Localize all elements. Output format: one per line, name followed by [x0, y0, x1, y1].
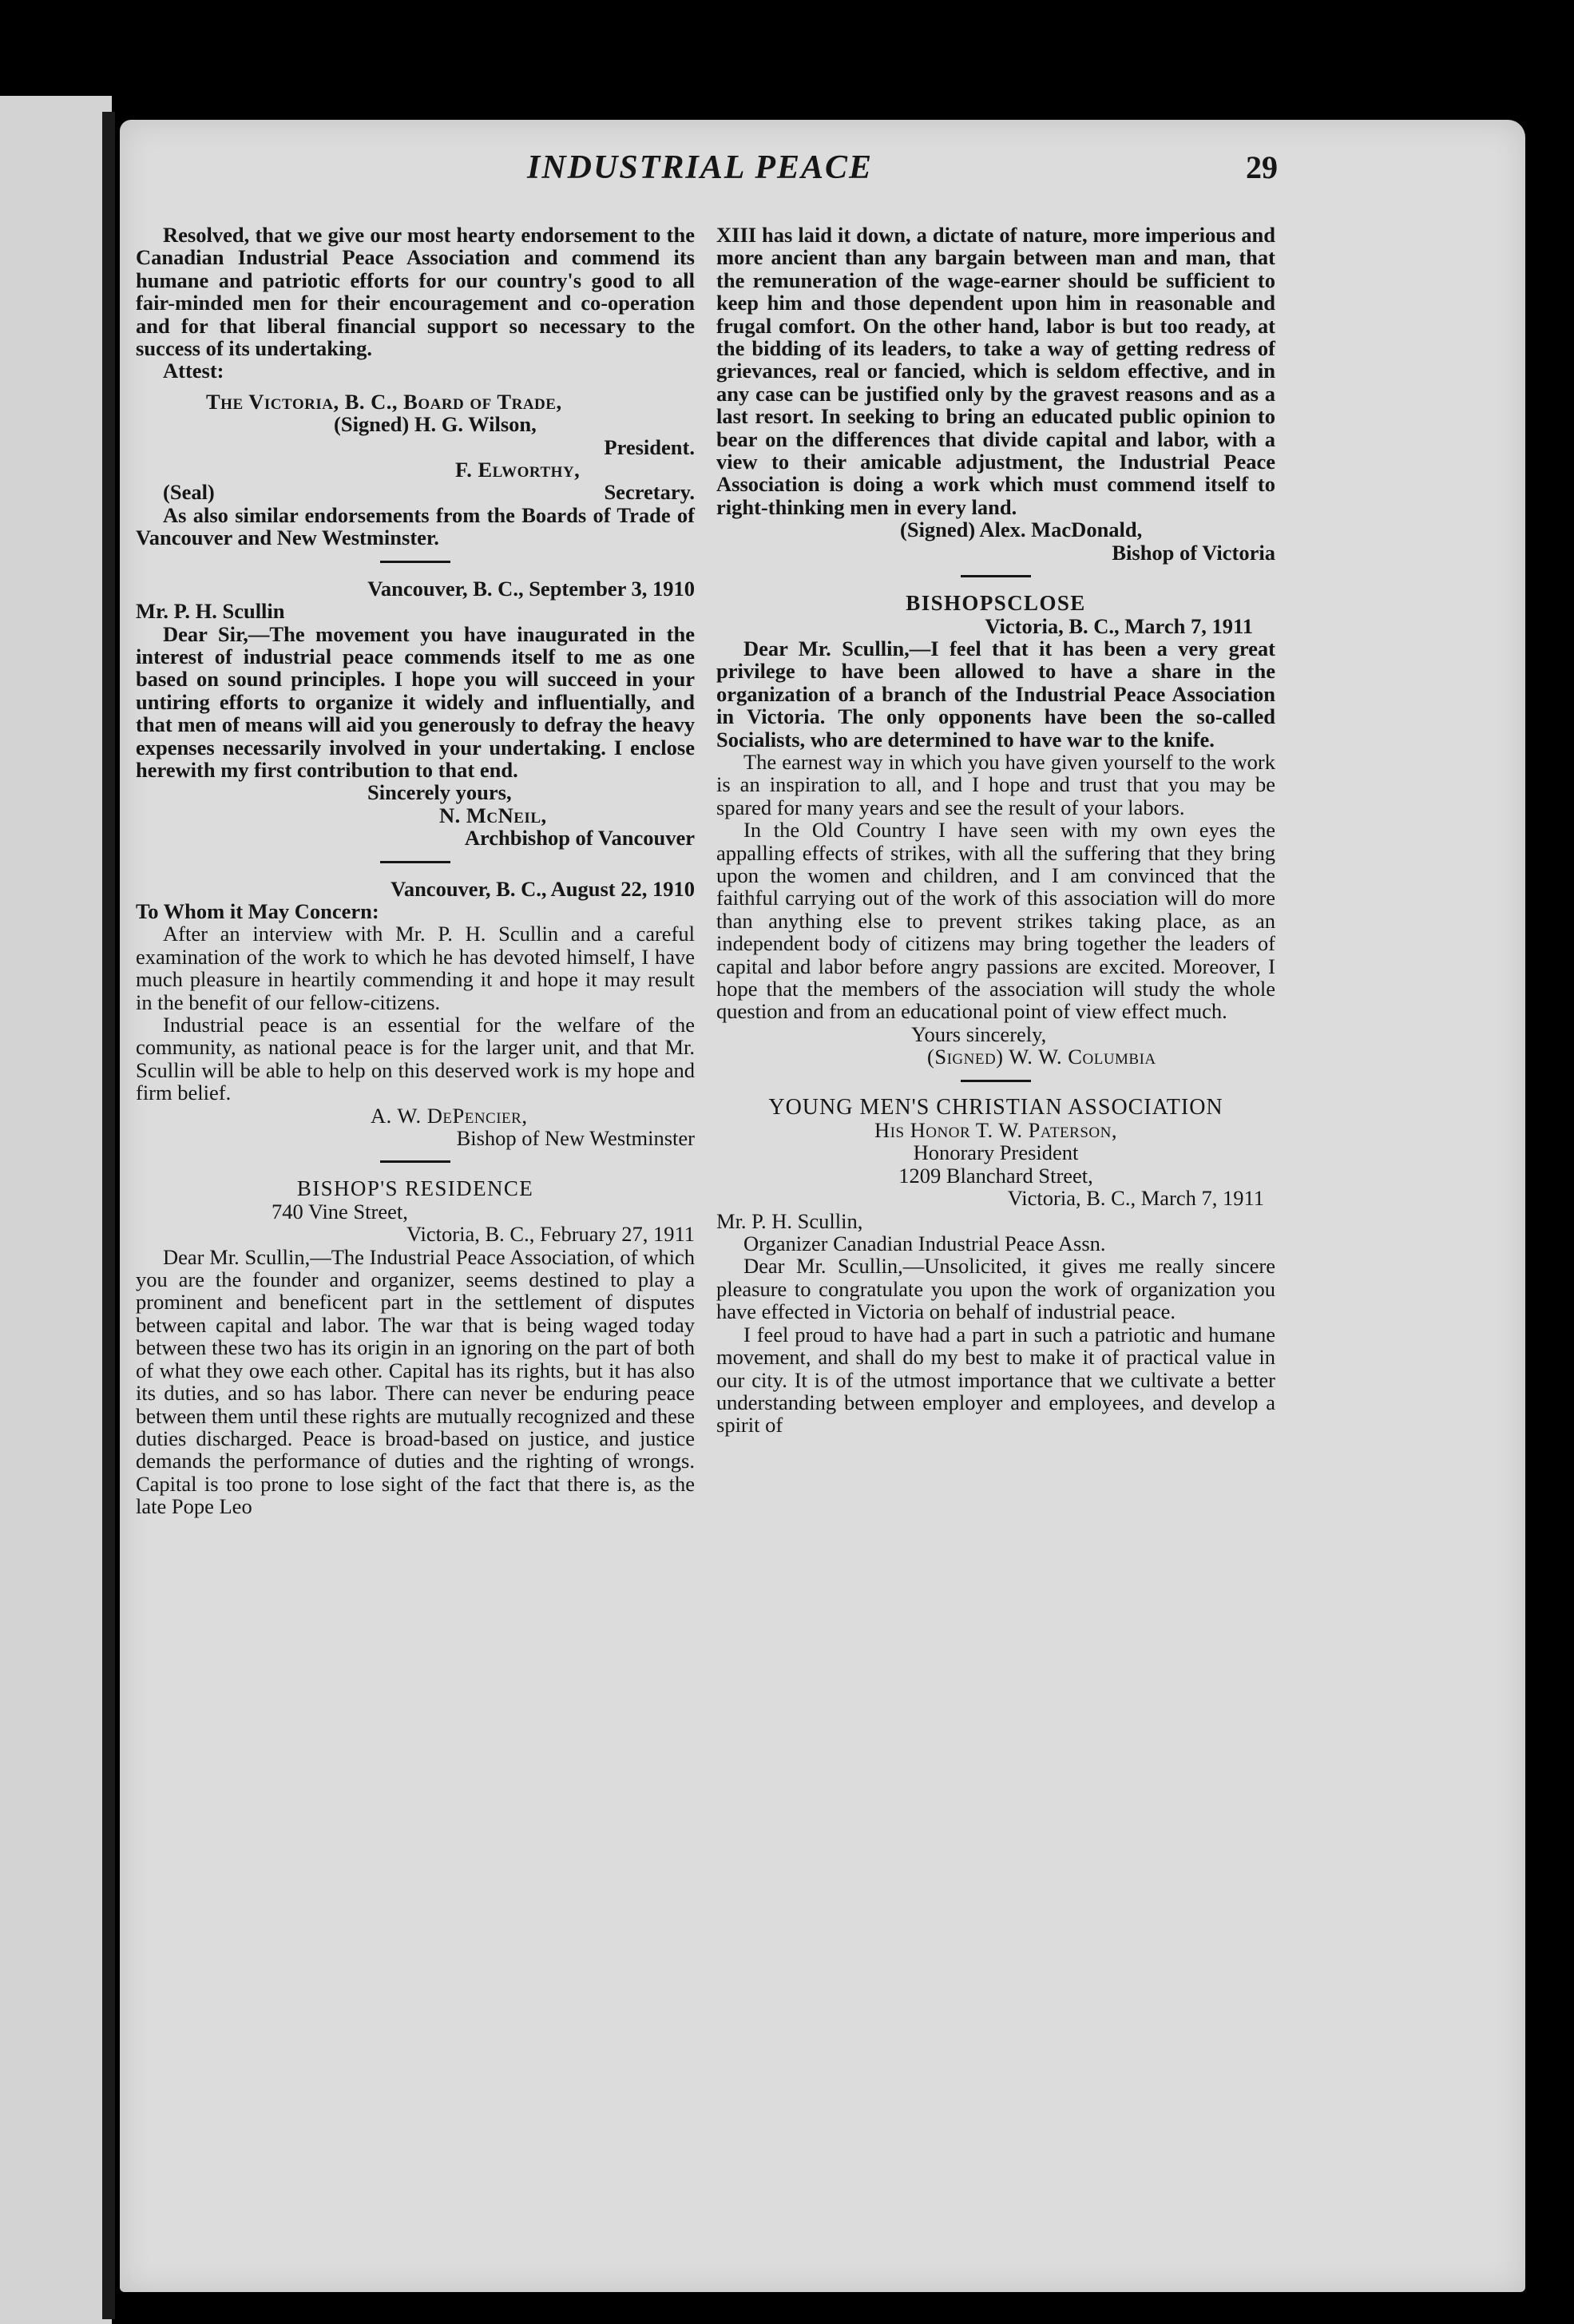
bishops-residence-letter-continued: XIII has laid it down, a dictate of nature, more imperious and more ancient than any bargain between man and man, that the remuneration of the wage-earner should be sufficient to keep him and those dependent upon him in reasonable and frugal comfort. On the other hand, labor is but too ready, at the bidding of its leaders, to take a way of getting redress of grievances, real or fancied, which is seldom effective, and in any case can be justified only by the gravest reasons and as a last resort. In seeking to bring an educated public opinion to bear on the differences that divide capital and labor, with a view to their amicable adjustment, the Industrial Peace Association is doing a work which must commend itself to right-thinking men in every land. [716, 223, 1275, 519]
ymca-date: Victoria, B. C., March 7, 1911 [1007, 1186, 1264, 1211]
seal-secretary-row [136, 481, 695, 503]
ymca-addressee: Mr. P. H. Scullin, [716, 1208, 863, 1233]
section-rule [380, 561, 450, 563]
depencier-signature: A. W. DePencier, [371, 1103, 528, 1128]
ymca-street: 1209 Blanchard Street, [898, 1163, 1093, 1188]
section-rule [961, 1080, 1031, 1082]
similar-endorsements: As also similar endorsements from the Boards of Trade of Vancouver and New Westminster. [136, 502, 695, 550]
bishops-residence-street: 740 Vine Street, [272, 1199, 408, 1223]
bishopsclose-heading: BISHOPSCLOSE [906, 591, 1086, 616]
page-gutter [102, 112, 115, 2319]
mcneil-closing: Sincerely yours, [367, 780, 512, 805]
attest-label: Attest: [163, 359, 224, 383]
bishopsclose-letter-body-2: The earnest way in which you have given yourself to the work is an inspiration to all, and I hope and trust that you may be spared for many years and see the result of your labors. [716, 749, 1275, 819]
ymca-addressee-title: Organizer Canadian Industrial Peace Assn. [743, 1231, 1106, 1256]
previous-page-edge [0, 96, 112, 2324]
running-head: INDUSTRIAL PEACE [527, 149, 874, 186]
seal-label: (Seal) [163, 480, 215, 505]
president-title: President. [604, 434, 695, 459]
bishops-residence-heading: BISHOP'S RESIDENCE [296, 1176, 534, 1201]
signed-wilson: (Signed) H. G. Wilson, [334, 412, 537, 437]
page-header [0, 149, 1574, 196]
bishopsclose-closing: Yours sincerely, [911, 1021, 1047, 1046]
depencier-title: Bishop of New Westminster [456, 1126, 695, 1151]
bishops-residence-date: Victoria, B. C., February 27, 1911 [406, 1222, 695, 1247]
bishopsclose-letter-body-1: Dear Mr. Scullin,—I feel that it has been a very great privilege to have been allowed to have a share in the organization of a branch of the Industrial Peace Association in Victoria. The only opponents have been the so-called Socialists, who are determined to have war to the knife. [716, 636, 1275, 752]
board-resolution: Resolved, that we give our most hearty endorsement to the Canadian Industrial Peace Association and commend its humane and patriotic efforts for our country's good to all fair-minded men for their encouragement and co-operation and for that liberal financial support so necessary to the success of its undertaking. [136, 223, 695, 361]
section-rule [380, 861, 450, 863]
macdonald-signature: (Signed) Alex. MacDonald, [900, 518, 1143, 542]
mcneil-title: Archbishop of Vancouver [464, 826, 695, 851]
depencier-letter-addressee: To Whom it May Concern: [136, 898, 379, 923]
right-column [716, 224, 1275, 1437]
elworthy-name: F. Elworthy, [455, 458, 581, 482]
ymca-letter-body-2: I feel proud to have had a part in such a patriotic and humane movement, and shall do my best to make it of practical value in our city. It is of the utmost importance that we cultivate a better understanding between employer and employees, and develop a spirit of [716, 1322, 1275, 1438]
page-number: 29 [1246, 149, 1278, 185]
secretary-title: Secretary. [604, 480, 695, 505]
bishopsclose-date: Victoria, B. C., March 7, 1911 [985, 613, 1253, 638]
board-of-trade-name: The Victoria, B. C., Board of Trade, [206, 389, 562, 414]
depencier-letter-date: Vancouver, B. C., August 22, 1910 [391, 876, 695, 901]
ymca-honorary-president-title: Honorary President [913, 1140, 1079, 1165]
ymca-heading: YOUNG MEN'S CHRISTIAN ASSOCIATION [768, 1094, 1223, 1120]
ymca-letter-body-1: Dear Mr. Scullin,—Unsolicited, it gives me really sincere pleasure to congratulate you upon the work of organization you have effected in Victoria on behalf of industrial peace. [716, 1254, 1275, 1324]
bishops-residence-letter-body: Dear Mr. Scullin,—The Industrial Peace Association, of which you are the founder and organizer, seems destined to play a prominent and beneficent part in the settlement of disputes between capital and labor. The war that is being waged today between these two has its origin in an ignoring on the part of both of what they owe each other. Capital has its rights, but it has also its duties, and so has labor. There can never be enduring peace between them until these rights are mutually recognized and these duties discharged. Peace is broad-based on justice, and justice demands the performance of duties and the righting of wrongs. Capital is too prone to lose sight of the fact that there is, as the late Pope Leo [136, 1244, 695, 1519]
depencier-letter-body-1: After an interview with Mr. P. H. Scullin and a careful examination of the work to which he has devoted himself, I have much pleasure in heartily commending it and hope it may result in the benefit of our fellow-citizens. [136, 922, 695, 1014]
mcneil-signature: N. McNeil, [439, 803, 547, 827]
macdonald-title: Bishop of Victoria [1112, 540, 1275, 565]
ymca-honorary-president-name: His Honor T. W. Paterson, [874, 1118, 1117, 1143]
section-rule [380, 1160, 450, 1163]
section-rule [961, 575, 1031, 577]
bishopsclose-letter-body-3: In the Old Country I have seen with my own eyes the appalling effects of strikes, with all the suffering that they bring upon the women and children, and I am convinced that the faithful carrying out of the work of this association will do more than anything else to prevent strikes taking place, as an independent body of citizens may bring together the leaders of capital and labor before angry passions are excited. Moreover, I hope that the members of the association will study the whole question and from an educational point of view effect much. [716, 818, 1275, 1024]
mcneil-letter-addressee: Mr. P. H. Scullin [136, 599, 285, 624]
columbia-signature: (Signed) W. W. Columbia [927, 1045, 1156, 1069]
left-column [136, 224, 695, 1518]
mcneil-letter-body: Dear Sir,—The movement you have inaugurated in the interest of industrial peace commends itself to me as one based on sound principles. I hope you will succeed in your untiring efforts to organize it widely and influentially, and that men of means will aid you generously to defray the heavy expenses necessarily involved in your undertaking. I enclose herewith my first contribution to that end. [136, 621, 695, 782]
depencier-letter-body-2: Industrial peace is an essential for the welfare of the community, as national peace is for the larger unit, and that Mr. Scullin will be able to help on this deserved work is my hope and firm belief. [136, 1013, 695, 1105]
mcneil-letter-date: Vancouver, B. C., September 3, 1910 [367, 576, 695, 601]
